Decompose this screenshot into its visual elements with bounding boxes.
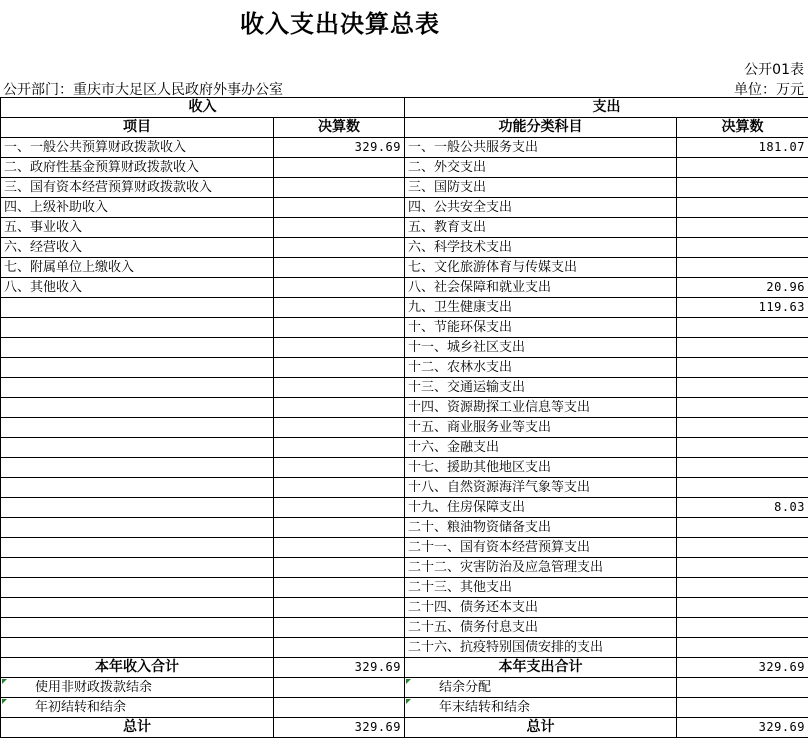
table-row: [1, 458, 808, 478]
ending-balance-label: 年末结转和结余: [405, 698, 677, 718]
page-title: 收入支出决算总表: [240, 10, 440, 38]
expense-amount-cell: [677, 598, 808, 618]
expense-item-cell: 十七、援助其他地区支出: [405, 458, 677, 478]
expense-item-cell: 十五、商业服务业等支出: [405, 418, 677, 438]
expense-amount-cell: 8.03: [677, 498, 808, 518]
income-item-cell: [1, 598, 274, 618]
expense-item-cell: 六、科学技术支出: [405, 238, 677, 258]
expense-item-cell: 二十四、债务还本支出: [405, 598, 677, 618]
expense-item-cell: 七、文化旅游体育与传媒支出: [405, 258, 677, 278]
table-row: [1, 258, 808, 278]
nonfiscal-surplus-label: 使用非财政拨款结余: [1, 678, 274, 698]
expense-item-cell: 十九、住房保障支出: [405, 498, 677, 518]
table-row: [1, 238, 808, 258]
nonfiscal-surplus-value: [274, 678, 405, 698]
table-row: [1, 198, 808, 218]
income-item-cell: [1, 538, 274, 558]
item-column-header: 项目: [1, 118, 274, 138]
income-item-cell: [1, 458, 274, 478]
table-row: [1, 178, 808, 198]
table-row: [1, 538, 808, 558]
expense-item-cell: 二十二、灾害防治及应急管理支出: [405, 558, 677, 578]
expense-item-cell: 十二、农林水支出: [405, 358, 677, 378]
grand-total-expense: 329.69: [677, 718, 808, 738]
income-item-cell: 四、上级补助收入: [1, 198, 274, 218]
department-label: 公开部门：重庆市大足区人民政府外事办公室: [3, 82, 283, 98]
income-expense-table: [0, 97, 808, 738]
income-amount-cell: [274, 578, 405, 598]
income-amount-cell: [274, 158, 405, 178]
expense-item-cell: 二十三、其他支出: [405, 578, 677, 598]
expense-item-cell: 十八、自然资源海洋气象等支出: [405, 478, 677, 498]
expense-item-cell: 二十六、抗疫特别国债安排的支出: [405, 638, 677, 658]
income-amount-cell: [274, 298, 405, 318]
table-row: [1, 138, 808, 158]
unit-label: 单位：万元: [734, 82, 804, 98]
expense-item-cell: 十六、金融支出: [405, 438, 677, 458]
expense-amount-cell: [677, 198, 808, 218]
table-row: [1, 338, 808, 358]
income-amount-cell: [274, 258, 405, 278]
grand-total-label: 总计: [1, 718, 274, 738]
income-item-cell: [1, 298, 274, 318]
expense-item-cell: 五、教育支出: [405, 218, 677, 238]
income-item-cell: [1, 358, 274, 378]
expense-amount-cell: [677, 338, 808, 358]
expense-amount-cell: [677, 178, 808, 198]
expense-amount-cell: [677, 518, 808, 538]
income-total-label: 本年收入合计: [1, 658, 274, 678]
income-amount-cell: [274, 478, 405, 498]
expense-item-cell: 二十五、债务付息支出: [405, 618, 677, 638]
expense-amount-cell: [677, 238, 808, 258]
income-item-cell: [1, 638, 274, 658]
expense-item-cell: 二十、粮油物资储备支出: [405, 518, 677, 538]
income-item-cell: [1, 418, 274, 438]
expense-amount-cell: [677, 438, 808, 458]
expense-amount-cell: [677, 158, 808, 178]
income-amount-cell: [274, 638, 405, 658]
income-item-cell: [1, 478, 274, 498]
expense-amount-cell: [677, 538, 808, 558]
income-amount-cell: [274, 558, 405, 578]
income-item-cell: [1, 578, 274, 598]
surplus-allocation-label: 结余分配: [405, 678, 677, 698]
table-row: [1, 638, 808, 658]
income-item-cell: 六、经营收入: [1, 238, 274, 258]
expense-item-cell: 十三、交通运输支出: [405, 378, 677, 398]
table-row: [1, 418, 808, 438]
income-total-value: 329.69: [274, 658, 405, 678]
grand-total-label-expense: 总计: [405, 718, 677, 738]
income-item-cell: 五、事业收入: [1, 218, 274, 238]
expense-item-cell: 九、卫生健康支出: [405, 298, 677, 318]
function-item-column-header: 功能分类科目: [405, 118, 677, 138]
expense-amount-cell: [677, 618, 808, 638]
income-item-cell: 二、政府性基金预算财政拨款收入: [1, 158, 274, 178]
income-amount-cell: [274, 378, 405, 398]
expense-amount-column-header: 决算数: [677, 118, 808, 138]
amount-column-header: 决算数: [274, 118, 405, 138]
expense-amount-cell: [677, 638, 808, 658]
income-item-cell: 八、其他收入: [1, 278, 274, 298]
table-row: [1, 478, 808, 498]
table-row: [1, 558, 808, 578]
table-row: [1, 498, 808, 518]
surplus-allocation-value: [677, 678, 808, 698]
expense-amount-cell: [677, 418, 808, 438]
table-row: [1, 618, 808, 638]
income-item-cell: [1, 498, 274, 518]
table-row: [1, 518, 808, 538]
income-amount-cell: [274, 518, 405, 538]
expense-item-cell: 十四、资源勘探工业信息等支出: [405, 398, 677, 418]
expense-amount-cell: [677, 258, 808, 278]
expense-item-cell: 三、国防支出: [405, 178, 677, 198]
expense-amount-cell: 20.96: [677, 278, 808, 298]
income-amount-cell: [274, 338, 405, 358]
table-row: [1, 278, 808, 298]
income-item-cell: [1, 338, 274, 358]
expense-amount-cell: [677, 398, 808, 418]
expense-amount-cell: [677, 358, 808, 378]
income-item-cell: [1, 518, 274, 538]
income-item-cell: 一、一般公共预算财政拨款收入: [1, 138, 274, 158]
income-amount-cell: [274, 538, 405, 558]
income-amount-cell: [274, 218, 405, 238]
expense-amount-cell: 119.63: [677, 298, 808, 318]
income-amount-cell: [274, 618, 405, 638]
expense-amount-cell: [677, 478, 808, 498]
income-item-cell: 七、附属单位上缴收入: [1, 258, 274, 278]
expense-item-cell: 四、公共安全支出: [405, 198, 677, 218]
income-item-cell: [1, 438, 274, 458]
grand-total-income: 329.69: [274, 718, 405, 738]
table-row: [1, 598, 808, 618]
income-amount-cell: 329.69: [274, 138, 405, 158]
table-row: [1, 158, 808, 178]
income-amount-cell: [274, 398, 405, 418]
expense-item-cell: 八、社会保障和就业支出: [405, 278, 677, 298]
form-number: 公开01表: [744, 62, 804, 78]
expense-total-label: 本年支出合计: [405, 658, 677, 678]
income-item-cell: [1, 618, 274, 638]
income-amount-cell: [274, 318, 405, 338]
expense-total-value: 329.69: [677, 658, 808, 678]
income-amount-cell: [274, 238, 405, 258]
income-item-cell: [1, 318, 274, 338]
income-item-cell: 三、国有资本经营预算财政拨款收入: [1, 178, 274, 198]
income-amount-cell: [274, 498, 405, 518]
table-row: [1, 318, 808, 338]
income-amount-cell: [274, 198, 405, 218]
table-row: [1, 218, 808, 238]
income-item-cell: [1, 398, 274, 418]
table-row: [1, 398, 808, 418]
expense-amount-cell: [677, 558, 808, 578]
ending-balance-value: [677, 698, 808, 718]
expense-amount-cell: [677, 578, 808, 598]
table-row: [1, 438, 808, 458]
expense-amount-cell: [677, 218, 808, 238]
expense-item-cell: 二、外交支出: [405, 158, 677, 178]
expense-section-header: 支出: [405, 98, 808, 118]
table-row: [1, 358, 808, 378]
income-item-cell: [1, 558, 274, 578]
expense-amount-cell: [677, 378, 808, 398]
table-row: [1, 578, 808, 598]
income-amount-cell: [274, 418, 405, 438]
expense-item-cell: 十一、城乡社区支出: [405, 338, 677, 358]
table-row: [1, 298, 808, 318]
beginning-balance-label: 年初结转和结余: [1, 698, 274, 718]
income-amount-cell: [274, 438, 405, 458]
income-amount-cell: [274, 278, 405, 298]
expense-amount-cell: 181.07: [677, 138, 808, 158]
income-section-header: 收入: [1, 98, 405, 118]
beginning-balance-value: [274, 698, 405, 718]
expense-item-cell: 一、一般公共服务支出: [405, 138, 677, 158]
income-amount-cell: [274, 358, 405, 378]
income-amount-cell: [274, 598, 405, 618]
income-amount-cell: [274, 458, 405, 478]
expense-item-cell: 二十一、国有资本经营预算支出: [405, 538, 677, 558]
income-item-cell: [1, 378, 274, 398]
income-amount-cell: [274, 178, 405, 198]
expense-item-cell: 十、节能环保支出: [405, 318, 677, 338]
expense-amount-cell: [677, 458, 808, 478]
expense-amount-cell: [677, 318, 808, 338]
table-row: [1, 378, 808, 398]
